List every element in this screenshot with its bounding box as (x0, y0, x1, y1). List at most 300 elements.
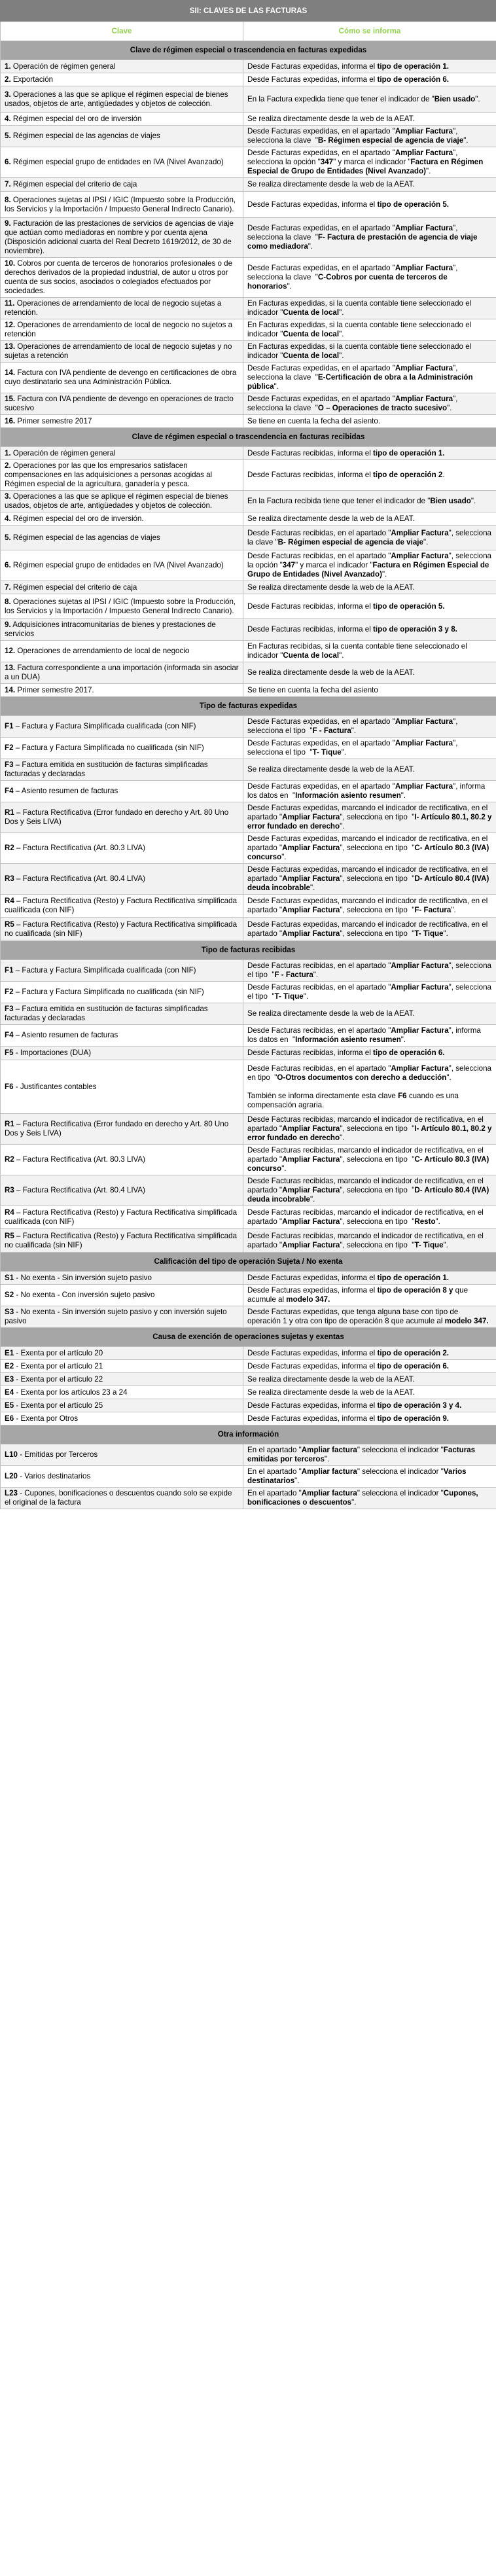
section-heading-calificacion-del-tipo-de-operacion-sujet: Calificación del tipo de operación Sujeta / No exenta (1, 1253, 496, 1272)
table-row (1, 684, 496, 697)
info-highlight: tipo de operación 1. (377, 62, 449, 71)
info-text: ". (425, 167, 431, 175)
como-se-informa-cell (243, 1003, 496, 1025)
clave-description: Régimen especial grupo de entidades en IVA (Nivel Avanzado) (10, 561, 224, 569)
clave-cell (1, 1206, 243, 1229)
info-text: Desde Facturas recibidas, en el apartado " (247, 983, 391, 992)
info-text: Se realiza directamente desde la web de la AEAT. (247, 1387, 415, 1397)
table-row (1, 641, 496, 662)
clave-description: – Factura y Factura Simplificada no cualificada (sin NIF) (13, 988, 204, 996)
title-row (1, 1, 496, 22)
como-se-informa-cell (243, 1386, 496, 1399)
info-highlight: Ampliar factura (301, 1489, 357, 1497)
como-se-informa-cell (243, 258, 496, 298)
clave-code: R4 (5, 897, 14, 905)
como-se-informa-cell (243, 460, 496, 491)
table-row (1, 1488, 496, 1509)
como-se-informa-cell (243, 1025, 496, 1046)
como-se-informa-cell (243, 1360, 496, 1373)
info-text: Se tiene en cuenta la fecha del asiento. (247, 416, 381, 425)
info-highlight: T- Tique (312, 748, 342, 757)
info-text: Se realiza directamente desde la web de la AEAT. (247, 114, 415, 123)
info-text: Desde Facturas expedidas, que tenga alguna base con tipo de operación 1 y otra con tipo de operación 8 que acumule al (247, 1308, 461, 1325)
table-row (1, 1466, 496, 1488)
clave-code: 13. (5, 664, 16, 672)
clave-code: F3 (5, 760, 14, 769)
info-highlight: Ampliar Factura (282, 1240, 340, 1249)
clave-code: 3. (5, 492, 11, 501)
clave-code: 12. (5, 647, 16, 655)
clave-description: Operaciones a las que se aplique el régimen especial de bienes usados, objetos de arte, antigüedades y objetos de colección. (5, 90, 230, 108)
section-header-row (1, 1328, 496, 1347)
table-row (1, 1285, 496, 1306)
como-se-informa-cell (243, 192, 496, 218)
clave-cell (1, 1412, 243, 1425)
info-text: " y marca el indicador " (295, 561, 373, 569)
table-row (1, 393, 496, 415)
info-highlight: Ampliar Factura (391, 983, 449, 992)
info-text: ". (340, 1134, 345, 1142)
como-se-informa-cell (243, 415, 496, 428)
info-highlight: Ampliar Factura (282, 929, 340, 938)
table-row (1, 781, 496, 802)
clave-description: Exportación (10, 75, 54, 84)
clave-code: R1 (5, 808, 14, 817)
info-text: Desde Facturas expedidas, informa el (247, 75, 378, 84)
section-heading-tipo-de-facturas-recibidas: Tipo de facturas recibidas (1, 941, 496, 960)
clave-description: – Factura Rectificativa (Resto) y Factura Rectificativa simplificada cualificada (con NIF) (5, 1208, 239, 1226)
info-text: En Facturas expedidas, si la cuenta contable tiene seleccionado el indicador " (247, 342, 474, 360)
info-highlight: Información asiento resumen (295, 791, 401, 800)
como-se-informa-cell (243, 393, 496, 415)
table-row (1, 716, 496, 738)
clave-description: – Factura Rectificativa (Error fundado en derecho y Art. 80 Uno Dos y Seis LIVA) (5, 808, 231, 826)
clave-code: R3 (5, 1186, 14, 1194)
table-row (1, 1272, 496, 1285)
info-text: ", selecciona la opción " (247, 552, 494, 569)
table-row (1, 460, 496, 491)
clave-description: - Importaciones (DUA) (13, 1048, 92, 1057)
info-highlight: Ampliar Factura (282, 813, 340, 821)
info-text: ", selecciona en tipo " (247, 1064, 494, 1082)
clave-description: Operación de régimen general (10, 448, 116, 457)
como-se-informa-cell (243, 491, 496, 512)
clave-code: E6 (5, 1414, 14, 1423)
clave-code: 9. (5, 219, 11, 228)
info-highlight: Ampliar Factura (391, 961, 449, 970)
clave-description: – Factura Rectificativa (Art. 80.3 LIVA) (14, 844, 146, 852)
clave-description: - No exenta - Sin inversión sujeto pasivo (14, 1273, 152, 1282)
table-row (1, 581, 496, 594)
clave-cell (1, 526, 243, 550)
info-highlight: Ampliar Factura (282, 844, 340, 852)
info-text: ", selecciona el tipo " (247, 961, 494, 979)
clave-cell (1, 178, 243, 192)
clave-description: – Factura Rectificativa (Resto) y Factura Rectificativa simplificada no cualificada (sin NIF) (5, 920, 239, 938)
clave-description: Operaciones de arrendamiento de local de negocio sujetas a retención. (5, 299, 224, 317)
info-text: ", informa los datos en " (247, 782, 487, 800)
clave-code: E5 (5, 1401, 14, 1410)
section-heading-tipo-de-facturas-expedidas: Tipo de facturas expedidas (1, 697, 496, 716)
clave-code: 4. (5, 514, 11, 523)
como-se-informa-cell (243, 1272, 496, 1285)
como-se-informa-cell (243, 716, 496, 738)
info-text: Desde Facturas expedidas, informa el (247, 1361, 378, 1370)
clave-cell (1, 1386, 243, 1399)
info-text: En el apartado " (247, 1446, 302, 1454)
info-text: Desde Facturas expedidas, en el apartado " (247, 782, 395, 791)
clave-cell (1, 781, 243, 802)
info-highlight: Bien usado (434, 94, 476, 103)
info-text: Se realiza directamente desde la web de la AEAT. (247, 668, 415, 677)
clave-code: 8. (5, 195, 11, 204)
info-text: ", selecciona la clave " (247, 364, 460, 382)
table-row (1, 802, 496, 833)
info-text: ", selecciona en tipo " (340, 906, 415, 914)
info-text: Desde Facturas expedidas, marcando el indicador de rectificativa, en el apartado " (247, 834, 490, 852)
clave-cell (1, 1046, 243, 1060)
como-se-informa-cell (243, 619, 496, 641)
clave-cell (1, 960, 243, 982)
como-se-informa-cell (243, 960, 496, 982)
info-text: ". (447, 404, 452, 412)
table-row (1, 60, 496, 73)
clave-code: L20 (5, 1472, 18, 1480)
clave-description: Factura con IVA pendiente de devengo en operaciones de tracto sucesivo (5, 395, 236, 412)
clave-cell (1, 1285, 243, 1306)
info-text: ", selecciona en tipo " (340, 1217, 415, 1226)
info-highlight: Información asiento resumen (295, 1035, 401, 1044)
info-text: ", selecciona la clave " (247, 127, 460, 145)
como-se-informa-cell (243, 738, 496, 759)
clave-code: 15. (5, 395, 16, 403)
info-text: Desde Facturas expedidas, informa el (247, 1414, 378, 1423)
clave-description: - Exenta por el artículo 25 (14, 1401, 103, 1410)
info-text: " selecciona el indicador " (357, 1489, 444, 1497)
table-row (1, 447, 496, 460)
clave-cell (1, 1025, 243, 1046)
info-highlight: Ampliar factura (301, 1467, 357, 1476)
info-text: ", selecciona la clave " (247, 224, 460, 241)
clave-code: R3 (5, 874, 14, 883)
info-text: ". (313, 971, 319, 979)
info-highlight: Ampliar factura (301, 1446, 357, 1454)
clave-description: Régimen especial del criterio de caja (10, 180, 137, 188)
table-row (1, 738, 496, 759)
info-text: Desde Facturas expedidas, en el apartado " (247, 127, 395, 135)
info-highlight: I- Artículo 80.1, 80.2 y error fundado en derecho (247, 1124, 494, 1142)
info-highlight: Facturas emitidas por terceros (247, 1446, 478, 1463)
clave-description: Operación de régimen general (10, 62, 116, 71)
clave-cell (1, 759, 243, 781)
como-se-informa-cell (243, 1373, 496, 1386)
table-row (1, 218, 496, 258)
info-text: Desde Facturas recibidas, marcando el indicador de rectificativa, en el apartado " (247, 1208, 486, 1226)
como-se-informa-cell (243, 1206, 496, 1229)
clave-cell (1, 1488, 243, 1509)
clave-cell (1, 460, 243, 491)
info-text: ". (451, 906, 456, 914)
info-text: ", selecciona el tipo " (247, 717, 460, 735)
clave-code: L23 (5, 1489, 18, 1497)
info-text: ". (287, 282, 292, 291)
clave-code: S1 (5, 1273, 14, 1282)
info-highlight: tipo de operación 1. (377, 1273, 449, 1282)
clave-description: Factura correspondiente a una importación (informada sin asociar a un DUA) (5, 664, 241, 681)
info-highlight: F - Factura (274, 971, 313, 979)
clave-description: – Factura Rectificativa (Art. 80.4 LIVA) (14, 1186, 146, 1194)
info-text: cuando es una compensación agraria. (247, 1091, 461, 1109)
clave-cell (1, 218, 243, 258)
table-row (1, 1360, 496, 1373)
info-highlight: Ampliar Factura (282, 874, 340, 883)
info-text: Desde Facturas expedidas, informa el (247, 200, 378, 209)
info-text: Desde Facturas expedidas, informa el (247, 1348, 378, 1357)
clave-code: F2 (5, 743, 14, 752)
como-se-informa-cell (243, 550, 496, 581)
info-highlight: Ampliar Factura (395, 224, 453, 232)
info-highlight: Ampliar Factura (282, 1217, 340, 1226)
clave-description: Operaciones a las que se aplique el régimen especial de bienes usados, objetos de arte, antigüedades y objetos de colección. (5, 492, 230, 510)
como-se-informa-cell (243, 178, 496, 192)
clave-code: 14. (5, 368, 16, 377)
clave-cell (1, 895, 243, 918)
info-text: Desde Facturas expedidas, informa el (247, 1273, 378, 1282)
column-header-como-se-informa: Cómo se informa (243, 22, 496, 41)
clave-cell (1, 86, 243, 113)
clave-description: Facturación de las prestaciones de servicios de agencias de viaje que actúan como mediadoras en nombre y por cuenta ajena (Disposición adicional cuarta del Real Decreto 1619/2012, de 30 de noviembre). (5, 219, 236, 255)
clave-cell (1, 662, 243, 684)
section-heading-causa-de-exencion-de-operaciones-sujetas: Causa de exención de operaciones sujetas y exentas (1, 1328, 496, 1347)
clave-cell (1, 1229, 243, 1253)
info-text: Se realiza directamente desde la web de la AEAT. (247, 514, 415, 523)
table-row (1, 1175, 496, 1206)
info-text: ". (339, 330, 344, 338)
info-highlight: Ampliar Factura (282, 1155, 340, 1164)
info-highlight: B- Régimen especial de agencia de viaje (317, 136, 464, 145)
clave-description: Operaciones sujetas al IPSI / IGIC (Impuesto sobre la Producción, los Servicios y la Importación / Impuesto General Indirecto Canario). (5, 597, 238, 615)
clave-code: 16. (5, 416, 16, 425)
clave-description: - Exenta por el artículo 20 (14, 1348, 103, 1357)
clave-description: – Factura Rectificativa (Resto) y Factura Rectificativa simplificada no cualificada (sin NIF) (5, 1231, 239, 1249)
info-text: ", selecciona en tipo " (340, 813, 415, 821)
como-se-informa-cell (243, 864, 496, 895)
como-se-informa-cell (243, 1229, 496, 1253)
como-se-informa-cell (243, 147, 496, 178)
section-heading-clave-de-regimen-especial-o-trascendenci: Clave de régimen especial o trascendencia en facturas expedidas (1, 41, 496, 60)
table-row (1, 1206, 496, 1229)
clave-code: F5 (5, 1048, 14, 1057)
clave-cell (1, 319, 243, 341)
info-highlight: Ampliar Factura (395, 364, 453, 372)
info-text: ". (339, 351, 344, 360)
info-text: Desde Facturas recibidas, marcando el indicador de rectificativa, en el apartado " (247, 1115, 486, 1133)
info-highlight: tipo de operación 6. (377, 75, 449, 84)
como-se-informa-cell (243, 341, 496, 363)
como-se-informa-cell (243, 1466, 496, 1488)
clave-cell (1, 982, 243, 1003)
info-text: ". (423, 537, 429, 546)
info-text: ". (381, 570, 387, 579)
clave-description: – Asiento resumen de facturas (13, 787, 118, 795)
como-se-informa-cell (243, 662, 496, 684)
info-highlight: 347 (320, 158, 334, 166)
table-row (1, 298, 496, 319)
clave-description: Operaciones sujetas al IPSI / IGIC (Impuesto sobre la Producción, los Servicios y la Importación / Impuesto General Indirecto Canario). (5, 195, 238, 213)
clave-cell (1, 1003, 243, 1025)
table-row (1, 363, 496, 393)
clave-description: Régimen especial grupo de entidades en IVA (Nivel Avanzado) (10, 158, 224, 166)
como-se-informa-cell (243, 1060, 496, 1114)
info-highlight: I- Artículo 80.1, 80.2 y error fundado en derecho (247, 813, 494, 831)
info-highlight: Ampliar Factura (282, 1186, 340, 1194)
info-highlight: Cupones, bonificaciones o descuentos (247, 1489, 480, 1507)
clave-cell (1, 1145, 243, 1175)
info-text: En el apartado " (247, 1489, 302, 1497)
como-se-informa-cell (243, 1145, 496, 1175)
info-highlight: T- Tique (274, 992, 304, 1001)
column-header-row (1, 22, 496, 41)
clave-cell (1, 581, 243, 594)
clave-cell (1, 491, 243, 512)
table-row (1, 1373, 496, 1386)
info-highlight: E-Certificación de obra a la Administración pública (247, 373, 475, 391)
info-highlight: F6 (398, 1091, 407, 1100)
table-row (1, 1145, 496, 1175)
clave-cell (1, 1399, 243, 1412)
table-row (1, 550, 496, 581)
clave-description: Primer semestre 2017. (15, 685, 94, 694)
info-highlight: Ampliar Factura (395, 264, 453, 272)
info-highlight: modelo 347. (286, 1295, 330, 1304)
info-text: ", selecciona la clave " (247, 528, 494, 546)
info-highlight: T- Tique (414, 1240, 444, 1249)
clave-description: – Factura y Factura Simplificada no cualificada (sin NIF) (13, 743, 204, 752)
clave-code: E1 (5, 1348, 14, 1357)
info-text: ", selecciona la opción " (247, 149, 460, 166)
info-highlight: tipo de operación 6. (377, 1361, 449, 1370)
table-row (1, 526, 496, 550)
info-text: Desde Facturas expedidas, informa el (247, 1286, 378, 1295)
info-text: Se realiza directamente desde la web de la AEAT. (247, 582, 415, 592)
info-text: Desde Facturas recibidas, en el apartado " (247, 1026, 391, 1035)
info-text: ". (310, 1195, 315, 1204)
clave-description: - No exenta - Sin inversión sujeto pasivo y con inversión sujeto pasivo (5, 1308, 229, 1325)
table-row (1, 864, 496, 895)
info-text: ". (443, 929, 448, 938)
clave-code: 5. (5, 132, 11, 140)
info-text: ". (400, 791, 406, 800)
clave-code: 13. (5, 342, 16, 351)
clave-cell (1, 447, 243, 460)
info-text: ". (340, 822, 345, 831)
como-se-informa-cell (243, 526, 496, 550)
clave-code: F6 (5, 1082, 14, 1091)
info-text: ". (446, 1073, 452, 1082)
info-highlight: Ampliar Factura (395, 395, 453, 403)
como-se-informa-cell (243, 1114, 496, 1145)
clave-code: E2 (5, 1361, 14, 1370)
info-text: ". (400, 1035, 406, 1044)
clave-description: Operaciones por las que los empresarios satisfacen compensaciones en las adquisiciones a personas acogidas al Régimen especial de la agricultura, ganadería y pesca. (5, 461, 215, 488)
info-highlight: modelo 347. (444, 1317, 489, 1325)
info-text: Desde Facturas expedidas, en el apartado " (247, 364, 395, 372)
clave-cell (1, 113, 243, 126)
clave-code: F4 (5, 1031, 14, 1039)
clave-code: 8. (5, 597, 11, 606)
clave-description: Operaciones de arrendamiento de local de negocio sujetas y no sujetas a retención (5, 342, 234, 360)
table-row (1, 895, 496, 918)
info-highlight: tipo de operación 3 y 8. (373, 625, 457, 634)
clave-description: – Factura Rectificativa (Resto) y Factura Rectificativa simplificada cualificada (con NIF) (5, 897, 239, 914)
info-text: ". (281, 853, 287, 861)
table-row (1, 1386, 496, 1399)
info-text: ". (274, 382, 279, 391)
info-text: " y marca el indicador " (333, 158, 411, 166)
table-row (1, 1003, 496, 1025)
clave-code: R1 (5, 1120, 14, 1128)
info-text: ". (470, 497, 476, 505)
clave-cell (1, 684, 243, 697)
table-row (1, 982, 496, 1003)
clave-cell (1, 298, 243, 319)
como-se-informa-cell (243, 447, 496, 460)
info-highlight: Ampliar Factura (395, 739, 453, 747)
como-se-informa-cell (243, 1306, 496, 1328)
clave-code: E4 (5, 1387, 14, 1397)
clave-cell (1, 594, 243, 619)
info-text: Desde Facturas recibidas, en el apartado " (247, 528, 391, 537)
clave-description: Adquisiciones intracomunitarias de bienes y prestaciones de servicios (5, 620, 219, 638)
clave-cell (1, 738, 243, 759)
clave-code: R4 (5, 1208, 14, 1217)
clave-cell (1, 619, 243, 641)
table-row (1, 1399, 496, 1412)
info-text: ", selecciona en tipo " (340, 1124, 415, 1133)
clave-description: - Exenta por Otros (14, 1414, 79, 1423)
clave-code: 4. (5, 114, 11, 123)
clave-description: – Factura emitida en sustitución de facturas simplificadas facturadas y declaradas (5, 1005, 210, 1022)
info-text: ", selecciona en tipo " (340, 1240, 415, 1249)
como-se-informa-cell (243, 895, 496, 918)
clave-cell (1, 1272, 243, 1285)
info-text: Desde Facturas expedidas, en el apartado " (247, 224, 395, 232)
como-se-informa-cell (243, 60, 496, 73)
table-row (1, 1025, 496, 1046)
clave-cell (1, 73, 243, 86)
clave-description: – Factura Rectificativa (Art. 80.4 LIVA) (14, 874, 146, 883)
table-row (1, 147, 496, 178)
clave-description: Régimen especial del oro de inversión (10, 114, 142, 123)
como-se-informa-cell (243, 512, 496, 526)
info-text: ", selecciona en tipo " (340, 1186, 415, 1194)
info-text: Se realiza directamente desde la web de la AEAT. (247, 180, 415, 188)
info-text: Desde Facturas expedidas, informa el (247, 1401, 378, 1410)
clave-code: F4 (5, 787, 14, 795)
section-header-row (1, 1425, 496, 1444)
como-se-informa-cell (243, 126, 496, 147)
info-text: Desde Facturas recibidas, informa el (247, 1048, 374, 1057)
clave-cell (1, 1060, 243, 1114)
table-row (1, 192, 496, 218)
info-text: ". (308, 242, 313, 251)
info-text: ". (281, 1164, 287, 1173)
info-text: ", informa los datos en " (247, 1026, 484, 1044)
info-text: Desde Facturas recibidas, marcando el indicador de rectificativa, en el apartado " (247, 1146, 486, 1164)
info-text: ". (294, 1476, 300, 1485)
info-text: Desde Facturas recibidas, informa el (247, 471, 374, 479)
como-se-informa-cell (243, 1285, 496, 1306)
